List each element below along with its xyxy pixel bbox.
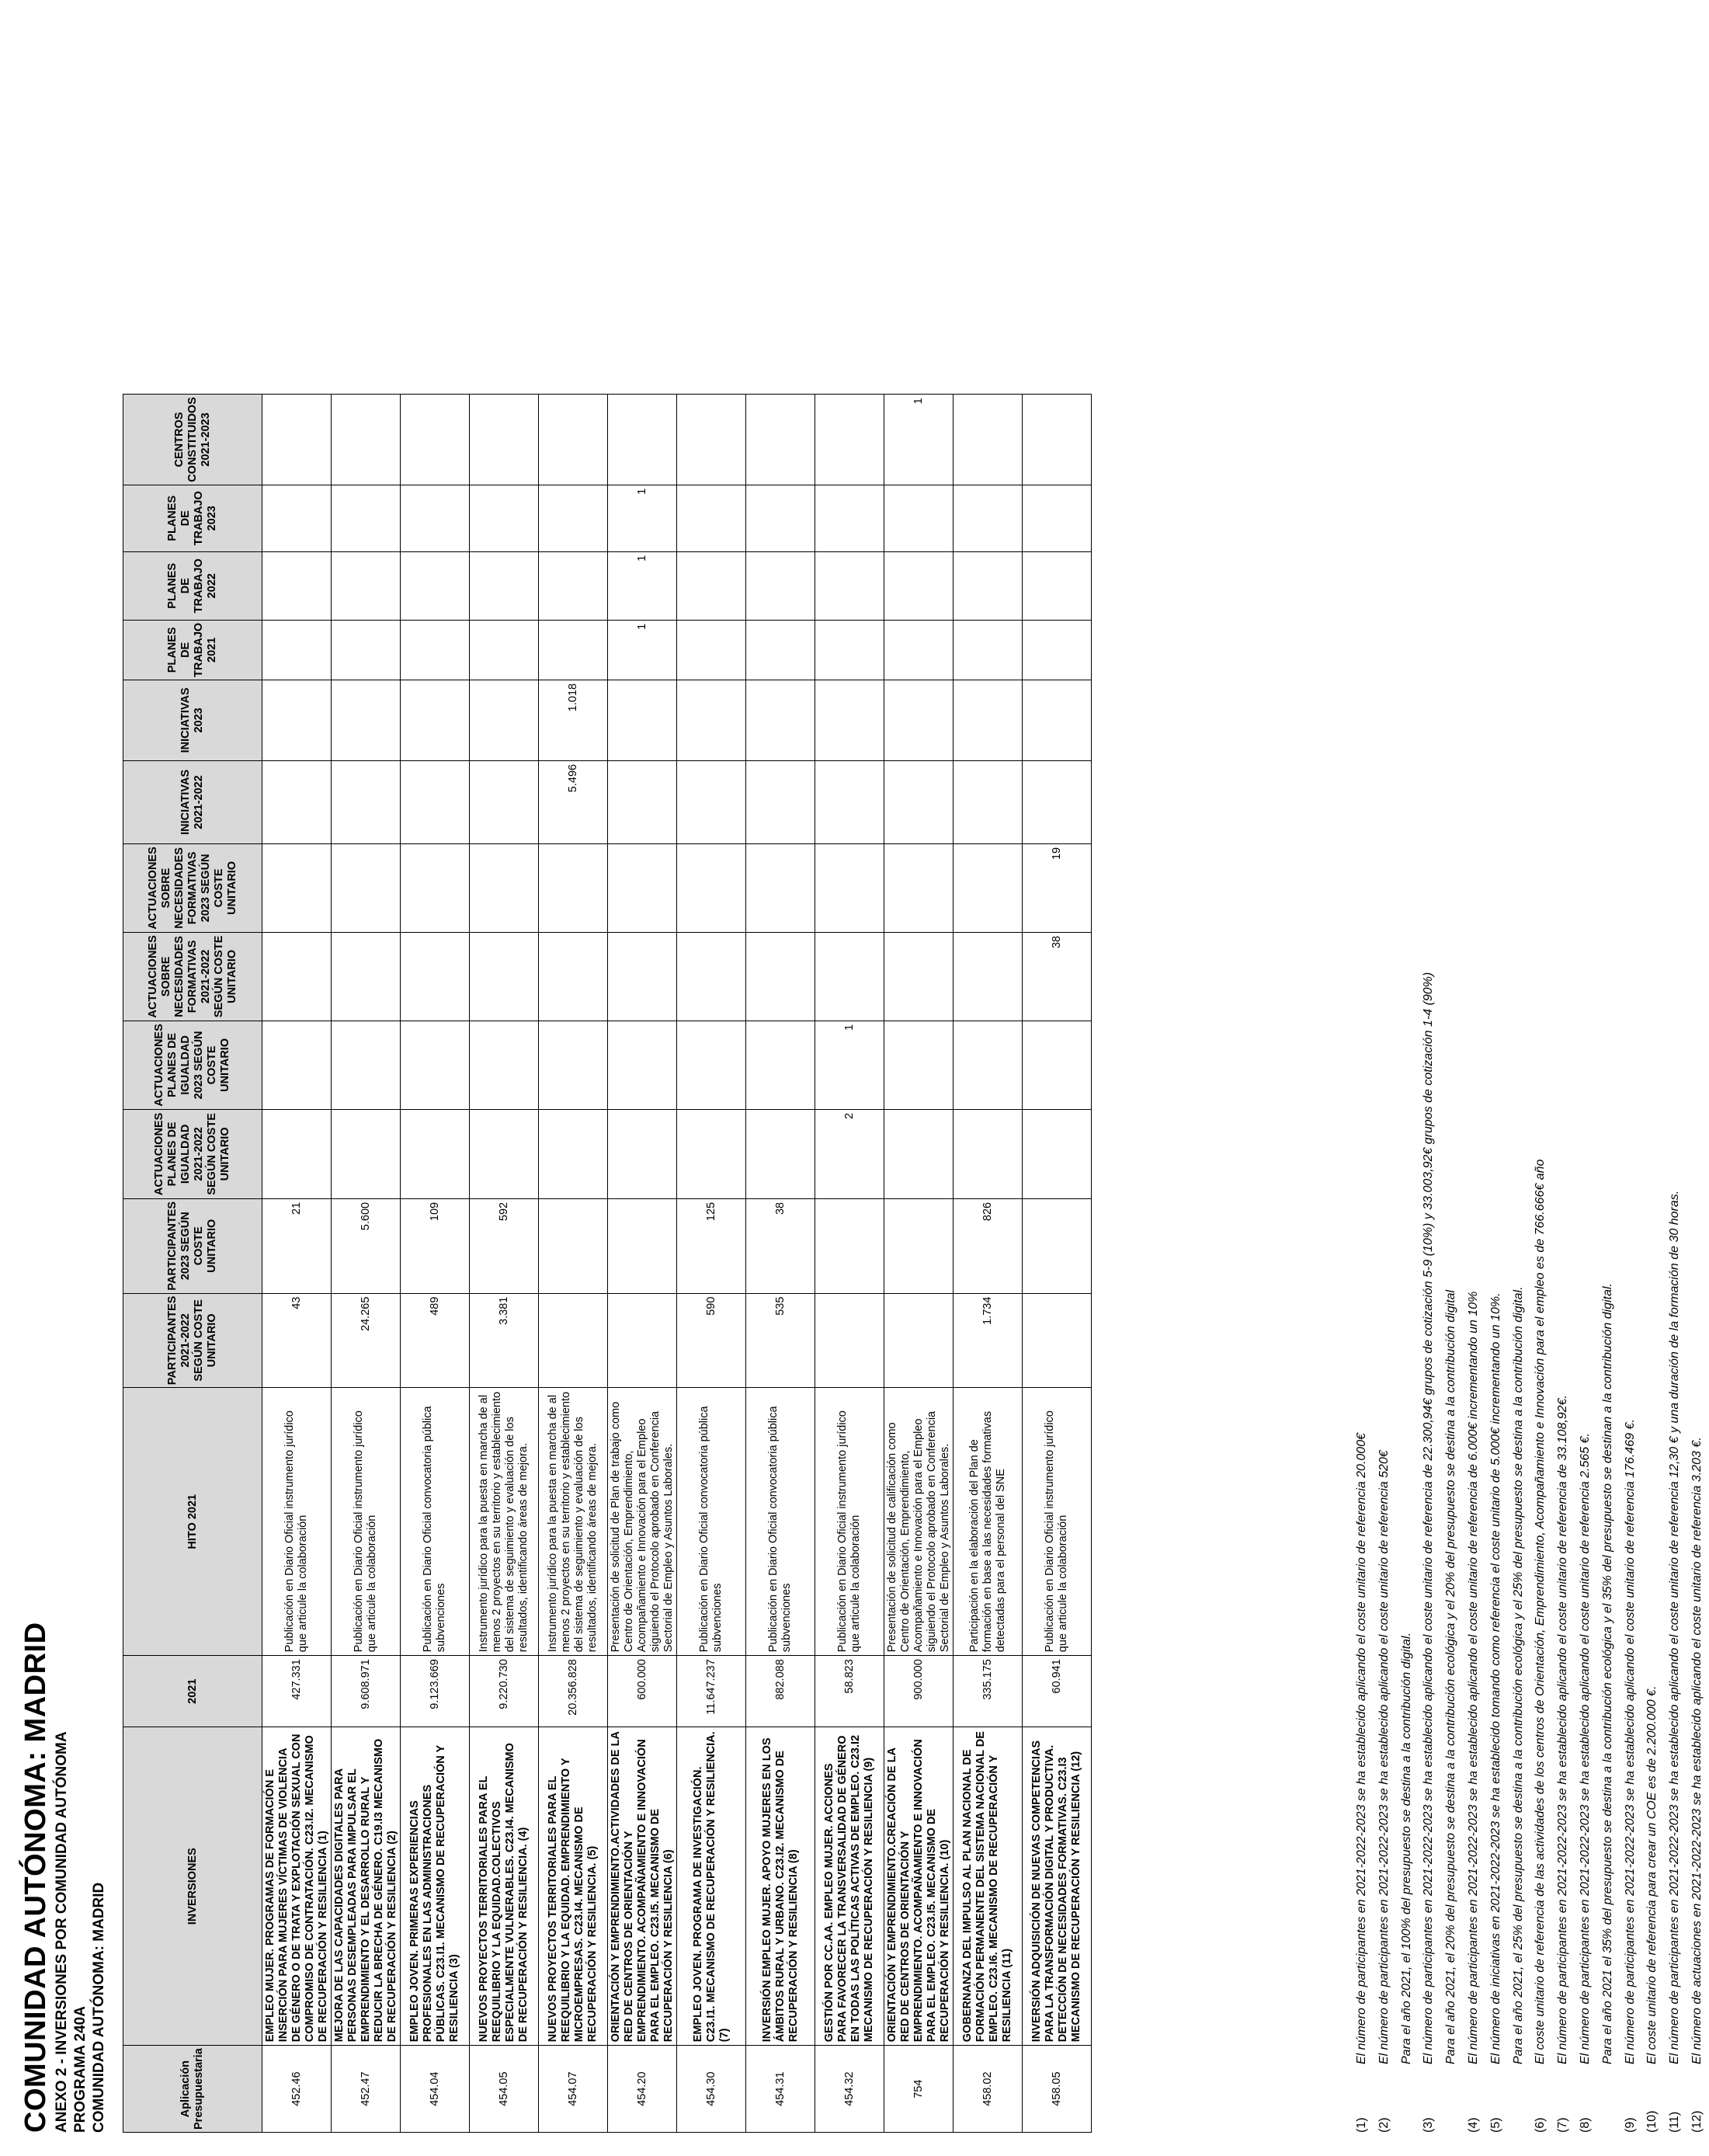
amount-2021-cell: 11.647.237 (677, 1656, 746, 1727)
table-row (539, 395, 608, 2133)
participants-2023-cell: 109 (401, 1198, 470, 1293)
participants-2021-2022-cell: 489 (401, 1293, 470, 1388)
column-header: CENTROS CONSTITUIDOS 2021-2023 (123, 395, 262, 485)
initiatives-2021-2022-cell (677, 760, 746, 843)
milestone-cell: Publicación en Diario Oficial instrumento jurídico que articule la colaboración (1023, 1388, 1092, 1656)
footnote-label: (10) (1645, 2110, 1659, 2133)
work-plans-2023-cell (953, 485, 1023, 551)
participants-2023-cell: 592 (470, 1198, 539, 1293)
training-needs-2021-2022-cell (470, 932, 539, 1021)
budget-line-cell: 454.31 (746, 2046, 815, 2133)
training-needs-2021-2022-cell (815, 932, 884, 1021)
training-needs-2021-2022-cell (677, 932, 746, 1021)
equality-plans-2021-2022-cell (884, 1109, 953, 1198)
equality-plans-2023-cell: 1 (815, 1021, 884, 1109)
work-plans-2023-cell (884, 485, 953, 551)
initiatives-2023-cell (815, 680, 884, 760)
participants-2023-cell (539, 1198, 608, 1293)
footnote-text: El número de participantes en 2021-2022-2023 se ha establecido aplicando el coste unitario de referencia 176.469 €. (1623, 1419, 1637, 2064)
participants-2023-cell (815, 1198, 884, 1293)
centers-2021-2023-cell (953, 395, 1023, 485)
work-plans-2021-cell (677, 620, 746, 680)
training-needs-2023-cell (332, 843, 401, 932)
initiatives-2023-cell (608, 680, 677, 760)
equality-plans-2023-cell (470, 1021, 539, 1109)
work-plans-2021-cell (401, 620, 470, 680)
centers-2021-2023-cell (677, 395, 746, 485)
participants-2021-2022-cell: 1.734 (953, 1293, 1023, 1388)
initiatives-2021-2022-cell (401, 760, 470, 843)
work-plans-2022-cell: 1 (608, 551, 677, 620)
footnote-text: El número de participantes en 2021-2022-2023 se ha establecido aplicando el coste unitario de referencia 520€ (1377, 1450, 1391, 2064)
participants-2023-cell: 125 (677, 1198, 746, 1293)
investment-cell: MEJORA DE LAS CAPACIDADES DIGITALES PARA PERSONAS DESEMPLEADAS PARA IMPULSAR EL EMPRENDIMIENTO Y EL DESARROLLO RURAL Y REDUCIR LA BRECHA DE GÉNERO. C19.I3 MECANISMO DE RECUPERACIÓN Y RESILIENCIA (2) (332, 1727, 401, 2046)
initiatives-2023-cell: 1.018 (539, 680, 608, 760)
work-plans-2023-cell: 1 (608, 485, 677, 551)
equality-plans-2023-cell (539, 1021, 608, 1109)
investment-cell: INVERSIÓN ADQUISICIÓN DE NUEVAS COMPETENCIAS PARA LA TRANSFORMACIÓN DIGITAL Y PRODUCTIVA. DETECCIÓN DE NECESIDADES FORMATIVAS. C23.I3 MECANISMO DE RECUPERACIÓN Y RESILIENCIA (12) (1023, 1727, 1092, 2046)
header-row (123, 395, 262, 2133)
equality-plans-2021-2022-cell: 2 (815, 1109, 884, 1198)
amount-2021-cell: 427.331 (262, 1656, 332, 1727)
initiatives-2021-2022-cell (884, 760, 953, 843)
column-header: PARTICIPANTES 2023 SEGÚN COSTE UNITARIO (123, 1198, 262, 1293)
initiatives-2021-2022-cell (815, 760, 884, 843)
investment-cell: NUEVOS PROYECTOS TERRITORIALES PARA EL REEQUILIBRIO Y LA EQUIDAD.COLECTIVOS ESPECIALMENTE VULNERABLES. C23.I4. MECANISMO DE RECUPERACIÓN Y RESILIENCIA. (4) (470, 1727, 539, 2046)
footnote-text: Para el año 2021, el 20% del presupuesto se destina a la contribución ecológica y el 20% del presupuesto se destina a la contribución digital (1444, 1289, 1458, 2064)
investment-cell: EMPLEO MUJER. PROGRAMAS DE FORMACIÓN E INSERCIÓN PARA MUJERES VÍCTIMAS DE VIOLENCIA DE GÉNERO O DE TRATA Y EXPLOTACIÓN SEXUAL CON COMPROMISO DE CONTRATACIÓN. C23.I2. MECANISMO DE RECUPERACIÓN Y RESILIENCIA (1) (262, 1727, 332, 2046)
table-row (608, 395, 677, 2133)
budget-line-cell: 458.02 (953, 2046, 1023, 2133)
amount-2021-cell: 335.175 (953, 1656, 1023, 1727)
work-plans-2021-cell (332, 620, 401, 680)
column-header: INICIATIVAS 2023 (123, 680, 262, 760)
participants-2021-2022-cell (1023, 1293, 1092, 1388)
footnote-text: El coste unitario de referencia de las actividades de los centros de Orientación, Emprendimiento, Acompañamiento e Innovación para el empleo es de 766.666€ año (1534, 1159, 1547, 2064)
column-header: ACTUACIONES SOBRE NECESIDADES FORMATIVAS 2021-2022 SEGÚN COSTE UNITARIO (123, 932, 262, 1021)
equality-plans-2023-cell (401, 1021, 470, 1109)
budget-line-cell: 452.47 (332, 2046, 401, 2133)
work-plans-2023-cell (539, 485, 608, 551)
initiatives-2023-cell (1023, 680, 1092, 760)
footnote-text: El número de participantes en 2021-2022-2023 se ha establecido aplicando el coste unitario de referencia 20.000€ (1355, 1433, 1368, 2064)
budget-line-cell: 454.07 (539, 2046, 608, 2133)
initiatives-2021-2022-cell (953, 760, 1023, 843)
footnote-text: El número de actuaciones en 2021-2022-2023 se ha establecido aplicando el coste unitario de referencia 3.203 €. (1690, 1437, 1704, 2064)
training-needs-2021-2022-cell (953, 932, 1023, 1021)
column-header: INICIATIVAS 2021-2022 (123, 760, 262, 843)
training-needs-2023-cell (262, 843, 332, 932)
initiatives-2021-2022-cell (470, 760, 539, 843)
footnote-label: (2) (1377, 2117, 1391, 2133)
program-label: PROGRAMA 240A (72, 2006, 89, 2133)
work-plans-2021-cell (539, 620, 608, 680)
milestone-cell: Publicación en Diario Oficial convocatoria pública subvenciones (677, 1388, 746, 1656)
participants-2021-2022-cell: 535 (746, 1293, 815, 1388)
equality-plans-2021-2022-cell (539, 1109, 608, 1198)
milestone-cell: Publicación en Diario Oficial instrumento jurídico que articule la colaboración (332, 1388, 401, 1656)
amount-2021-cell: 60.941 (1023, 1656, 1092, 1727)
footnote-text: El número de iniciativas en 2021-2022-2023 se ha establecido tomando como referencia el coste unitario de 5.000€ incrementando un 10%. (1488, 1292, 1502, 2064)
work-plans-2023-cell (746, 485, 815, 551)
participants-2023-cell (884, 1198, 953, 1293)
participants-2023-cell (608, 1198, 677, 1293)
training-needs-2023-cell (401, 843, 470, 932)
column-header: PLANES DE TRABAJO 2023 (123, 485, 262, 551)
work-plans-2022-cell (953, 551, 1023, 620)
amount-2021-cell: 600.000 (608, 1656, 677, 1727)
work-plans-2022-cell (1023, 551, 1092, 620)
participants-2023-cell: 826 (953, 1198, 1023, 1293)
initiatives-2023-cell (884, 680, 953, 760)
budget-line-cell: 452.46 (262, 2046, 332, 2133)
work-plans-2022-cell (332, 551, 401, 620)
work-plans-2022-cell (539, 551, 608, 620)
amount-2021-cell: 900.000 (884, 1656, 953, 1727)
initiatives-2023-cell (332, 680, 401, 760)
training-needs-2023-cell: 19 (1023, 843, 1092, 932)
initiatives-2023-cell (401, 680, 470, 760)
participants-2023-cell (1023, 1198, 1092, 1293)
equality-plans-2021-2022-cell (401, 1109, 470, 1198)
participants-2021-2022-cell: 24.265 (332, 1293, 401, 1388)
footnote-text: El número de participantes en 2021-2022-2023 se ha establecido aplicando el coste unitario de referencia de 6.000€ incrementando un 10% (1466, 1291, 1480, 2064)
budget-line-cell: 454.20 (608, 2046, 677, 2133)
footnote-label: (11) (1668, 2111, 1682, 2133)
footnote-text: El número de participantes en 2021-2022-2023 se ha establecido aplicando el coste unitario de referencia 12,30 € y una duración de la formación de 30 horas. (1668, 1190, 1682, 2064)
participants-2021-2022-cell (608, 1293, 677, 1388)
column-header: PARTICIPANTES 2021-2022 SEGÚN COSTE UNITARIO (123, 1293, 262, 1388)
equality-plans-2021-2022-cell (332, 1109, 401, 1198)
investments-table (123, 394, 1092, 2133)
amount-2021-cell: 58.823 (815, 1656, 884, 1727)
column-header: Aplicación Presupuestaria (123, 2046, 262, 2133)
training-needs-2021-2022-cell (746, 932, 815, 1021)
investment-cell: ORIENTACIÓN Y EMPRENDIMIENTO.CREACIÓN DE LA RED DE CENTROS DE ORIENTACIÓN Y EMPRENDIMIENTO. ACOMPAÑAMIENTO E INNOVACIÓN PARA EL EMPLEO. C23.I5. MECANISMO DE RECUPERACIÓN Y RESILIENCIA. (10) (884, 1727, 953, 2046)
table-row (815, 395, 884, 2133)
table-body (262, 395, 1092, 2133)
initiatives-2021-2022-cell (332, 760, 401, 843)
work-plans-2022-cell (884, 551, 953, 620)
column-header: HITO 2021 (123, 1388, 262, 1656)
community-label: COMUNIDAD AUTÓNOMA: MADRID (91, 1882, 107, 2133)
centers-2021-2023-cell (539, 395, 608, 485)
milestone-cell: Presentación de solicitud de Plan de trabajo como Centro de Orientación, Emprendimiento, Acompañamiento e Innovación para el Empleo siguiendo el Protocolo aprobado en Conferencia Sectorial de Empleo y Asuntos Laborales. (608, 1388, 677, 1656)
initiatives-2023-cell (746, 680, 815, 760)
initiatives-2023-cell (262, 680, 332, 760)
footnote-label: (8) (1578, 2117, 1592, 2133)
training-needs-2021-2022-cell: 38 (1023, 932, 1092, 1021)
training-needs-2023-cell (539, 843, 608, 932)
work-plans-2022-cell (677, 551, 746, 620)
column-header: ACTUACIONES PLANES DE IGUALDAD 2023 SEGÚN COSTE UNITARIO (123, 1021, 262, 1109)
initiatives-2021-2022-cell (746, 760, 815, 843)
budget-line-cell: 454.04 (401, 2046, 470, 2133)
equality-plans-2021-2022-cell (470, 1109, 539, 1198)
milestone-cell: Instrumento jurídico para la puesta en marcha de al menos 2 proyectos en su territorio y establecimiento del sistema de seguimiento y evaluación de los resultados, identificando áreas de mejora. (539, 1388, 608, 1656)
training-needs-2021-2022-cell (401, 932, 470, 1021)
participants-2021-2022-cell (539, 1293, 608, 1388)
page-title: COMUNIDAD AUTÓNOMA: MADRID (19, 1622, 52, 2133)
work-plans-2023-cell (332, 485, 401, 551)
training-needs-2023-cell (953, 843, 1023, 932)
footnote-label: (4) (1466, 2117, 1480, 2133)
column-header: INVERSIONES (123, 1727, 262, 2046)
work-plans-2022-cell (470, 551, 539, 620)
footnote-text: El coste unitario de referencia para crear un COE es de 2.200.000 €. (1645, 1685, 1659, 2064)
milestone-cell: Publicación en Diario Oficial instrumento jurídico que articule la colaboración (815, 1388, 884, 1656)
investment-cell: GOBERNANZA DEL IMPULSO AL PLAN NACIONAL DE FORMACIÓN PERMANENTE DEL SISTEMA NACIONAL DE EMPLEO. C23.I6. MECANISMO DE RECUPERACIÓN Y RESILIENCIA (11) (953, 1727, 1023, 2046)
initiatives-2023-cell (953, 680, 1023, 760)
investment-cell: GESTIÓN POR CC.AA. EMPLEO MUJER. ACCIONES PARA FAVORECER LA TRANSVERSALIDAD DE GÉNERO EN TODAS LAS POLÍTICAS ACTIVAS DE EMPLEO. C23.I2 MECANISMO DE RECUPERACIÓN Y RESILIENCIA (9) (815, 1727, 884, 2046)
centers-2021-2023-cell (608, 395, 677, 485)
table-row (953, 395, 1023, 2133)
amount-2021-cell: 9.123.669 (401, 1656, 470, 1727)
centers-2021-2023-cell (746, 395, 815, 485)
work-plans-2021-cell (884, 620, 953, 680)
column-header: ACTUACIONES SOBRE NECESIDADES FORMATIVAS 2023 SEGÚN COSTE UNITARIO (123, 843, 262, 932)
participants-2021-2022-cell: 43 (262, 1293, 332, 1388)
amount-2021-cell: 9.220.730 (470, 1656, 539, 1727)
equality-plans-2021-2022-cell (746, 1109, 815, 1198)
footnote-text: Para el año 2021 el 35% del presupuesto se destina a la contribución ecológica y el 35% del presupuesto se destinan a la contribución digital. (1600, 1283, 1614, 2064)
work-plans-2023-cell (262, 485, 332, 551)
equality-plans-2023-cell (332, 1021, 401, 1109)
table-row (746, 395, 815, 2133)
milestone-cell: Publicación en Diario Oficial convocatoria pública subvenciones (746, 1388, 815, 1656)
work-plans-2021-cell (1023, 620, 1092, 680)
participants-2021-2022-cell: 590 (677, 1293, 746, 1388)
milestone-cell: Publicación en Diario Oficial instrumento jurídico que articule la colaboración (262, 1388, 332, 1656)
participants-2021-2022-cell (884, 1293, 953, 1388)
table-row (262, 395, 332, 2133)
document-header (19, 1622, 109, 2133)
column-header: PLANES DE TRABAJO 2021 (123, 620, 262, 680)
participants-2021-2022-cell (815, 1293, 884, 1388)
work-plans-2023-cell (470, 485, 539, 551)
work-plans-2022-cell (746, 551, 815, 620)
work-plans-2021-cell (953, 620, 1023, 680)
column-header: 2021 (123, 1656, 262, 1727)
centers-2021-2023-cell (1023, 395, 1092, 485)
footnote-label: (7) (1556, 2117, 1570, 2133)
equality-plans-2023-cell (262, 1021, 332, 1109)
investment-cell: NUEVOS PROYECTOS TERRITORIALES PARA EL REEQUILIBRIO Y LA EQUIDAD. EMPRENDIMIENTO Y MICROEMPRESAS. C23.I4. MECANISMO DE RECUPERACIÓN Y RESILIENCIA. (5) (539, 1727, 608, 2046)
column-header: PLANES DE TRABAJO 2022 (123, 551, 262, 620)
footnote-label: (5) (1488, 2117, 1502, 2133)
column-header: ACTUACIONES PLANES DE IGUALDAD 2021-2022 SEGÚN COSTE UNITARIO (123, 1109, 262, 1198)
initiatives-2023-cell (677, 680, 746, 760)
training-needs-2021-2022-cell (884, 932, 953, 1021)
footnote-label: (12) (1690, 2110, 1704, 2133)
budget-line-cell: 454.30 (677, 2046, 746, 2133)
footnote-label: (6) (1534, 2117, 1547, 2133)
training-needs-2023-cell (884, 843, 953, 932)
investment-cell: INVERSIÓN EMPLEO MUJER. APOYO MUJERES EN LOS ÁMBITOS RURAL Y URBANO. C23.I2. MECANISMO DE RECUPERACIÓN Y RESILIENCIA (8) (746, 1727, 815, 2046)
training-needs-2023-cell (470, 843, 539, 932)
work-plans-2021-cell (470, 620, 539, 680)
equality-plans-2023-cell (677, 1021, 746, 1109)
work-plans-2021-cell (815, 620, 884, 680)
training-needs-2021-2022-cell (608, 932, 677, 1021)
centers-2021-2023-cell: 1 (884, 395, 953, 485)
work-plans-2022-cell (262, 551, 332, 620)
work-plans-2022-cell (401, 551, 470, 620)
equality-plans-2023-cell (746, 1021, 815, 1109)
footnote-text: El número de participantes en 2021-2022-2023 se ha establecido aplicando el coste unitario de referencia 2.565 €. (1578, 1433, 1592, 2064)
participants-2021-2022-cell: 3.381 (470, 1293, 539, 1388)
amount-2021-cell: 20.356.828 (539, 1656, 608, 1727)
footnote-text: El número de participantes en 2021-2022-2023 se ha establecido aplicando el coste unitario de referencia de 22.300,94€ grupos de cotización 5-9 (10%) y 33.003,92€ grupos de cotización 1-4 (90%) (1422, 972, 1436, 2064)
milestone-cell: Instrumento jurídico para la puesta en marcha de al menos 2 proyectos en su territorio y establecimiento del sistema de seguimiento y evaluación de los resultados, identificando áreas de mejora. (470, 1388, 539, 1656)
footnote-text: El número de participantes en 2021-2022-2023 se ha establecido aplicando el coste unitario de referencia de 33.108,92€. (1556, 1395, 1570, 2064)
centers-2021-2023-cell (332, 395, 401, 485)
table-row (677, 395, 746, 2133)
amount-2021-cell: 9.608.971 (332, 1656, 401, 1727)
initiatives-2021-2022-cell (608, 760, 677, 843)
table-row (1023, 395, 1092, 2133)
footnote-text: Para el año 2021, el 100% del presupuesto se destina a la contribución digital. (1399, 1633, 1413, 2064)
equality-plans-2023-cell (884, 1021, 953, 1109)
equality-plans-2021-2022-cell (677, 1109, 746, 1198)
participants-2023-cell: 21 (262, 1198, 332, 1293)
equality-plans-2023-cell (608, 1021, 677, 1109)
initiatives-2023-cell (470, 680, 539, 760)
budget-line-cell: 454.05 (470, 2046, 539, 2133)
training-needs-2023-cell (608, 843, 677, 932)
work-plans-2023-cell (815, 485, 884, 551)
centers-2021-2023-cell (262, 395, 332, 485)
table-row (401, 395, 470, 2133)
budget-line-cell: 454.32 (815, 2046, 884, 2133)
equality-plans-2023-cell (1023, 1021, 1092, 1109)
table-row (884, 395, 953, 2133)
centers-2021-2023-cell (470, 395, 539, 485)
amount-2021-cell: 882.088 (746, 1656, 815, 1727)
footnote-label: (9) (1623, 2117, 1637, 2133)
footnote-label: (3) (1422, 2117, 1436, 2133)
training-needs-2023-cell (677, 843, 746, 932)
initiatives-2021-2022-cell (262, 760, 332, 843)
investment-cell: ORIENTACIÓN Y EMPRENDIMIENTO.ACTIVIDADES DE LA RED DE CENTROS DE ORIENTACIÓN Y EMPRENDIMIENTO. ACOMPAÑAMIENTO E INNOVACIÓN PARA EL EMPLEO. C23.I5. MECANISMO DE RECUPERACIÓN Y RESILIENCIA (6) (608, 1727, 677, 2046)
investment-cell: EMPLEO JOVEN. PROGRAMA DE INVESTIGACIÓN. C23.I1. MECANISMO DE RECUPERACIÓN Y RESILIENCIA. (7) (677, 1727, 746, 2046)
budget-line-cell: 754 (884, 2046, 953, 2133)
training-needs-2021-2022-cell (332, 932, 401, 1021)
footnote-text: Para el año 2021, el 25% del presupuesto se destina a la contribución ecológica y el 25% del presupuesto se destina a la contribución digital. (1511, 1286, 1525, 2064)
annex-title: ANEXO 2 - INVERSIONES POR COMUNIDAD AUTÓNOMA (54, 1731, 70, 2133)
work-plans-2021-cell (262, 620, 332, 680)
participants-2023-cell: 38 (746, 1198, 815, 1293)
work-plans-2021-cell (746, 620, 815, 680)
training-needs-2023-cell (815, 843, 884, 932)
equality-plans-2021-2022-cell (262, 1109, 332, 1198)
milestone-cell: Participación en la elaboración del Plan de formación en base a las necesidades formativas detectadas para el personal del SNE (953, 1388, 1023, 1656)
initiatives-2021-2022-cell (1023, 760, 1092, 843)
centers-2021-2023-cell (815, 395, 884, 485)
investment-cell: EMPLEO JOVEN. PRIMERAS EXPERIENCIAS PROFESIONALES EN LAS ADMINISTRACIONES PÚBLICAS. C23.I1. MECANISMO DE RECUPERACIÓN Y RESILIENCIA (3) (401, 1727, 470, 2046)
equality-plans-2021-2022-cell (1023, 1109, 1092, 1198)
work-plans-2023-cell (677, 485, 746, 551)
work-plans-2021-cell: 1 (608, 620, 677, 680)
centers-2021-2023-cell (401, 395, 470, 485)
milestone-cell: Presentación de solicitud de calificación como Centro de Orientación, Emprendimiento, Acompañamiento e Innovación para el Empleo siguiendo el Protocolo aprobado en Conferencia Sectorial de Empleo y Asuntos Laborales. (884, 1388, 953, 1656)
training-needs-2021-2022-cell (262, 932, 332, 1021)
equality-plans-2023-cell (953, 1021, 1023, 1109)
work-plans-2023-cell (401, 485, 470, 551)
initiatives-2021-2022-cell: 5.496 (539, 760, 608, 843)
budget-line-cell: 458.05 (1023, 2046, 1092, 2133)
footnote-label: (1) (1355, 2117, 1368, 2133)
training-needs-2023-cell (746, 843, 815, 932)
table-row (332, 395, 401, 2133)
milestone-cell: Publicación en Diario Oficial convocatoria pública subvenciones (401, 1388, 470, 1656)
table-row (470, 395, 539, 2133)
participants-2023-cell: 5.600 (332, 1198, 401, 1293)
work-plans-2022-cell (815, 551, 884, 620)
training-needs-2021-2022-cell (539, 932, 608, 1021)
equality-plans-2021-2022-cell (608, 1109, 677, 1198)
work-plans-2023-cell (1023, 485, 1092, 551)
equality-plans-2021-2022-cell (953, 1109, 1023, 1198)
